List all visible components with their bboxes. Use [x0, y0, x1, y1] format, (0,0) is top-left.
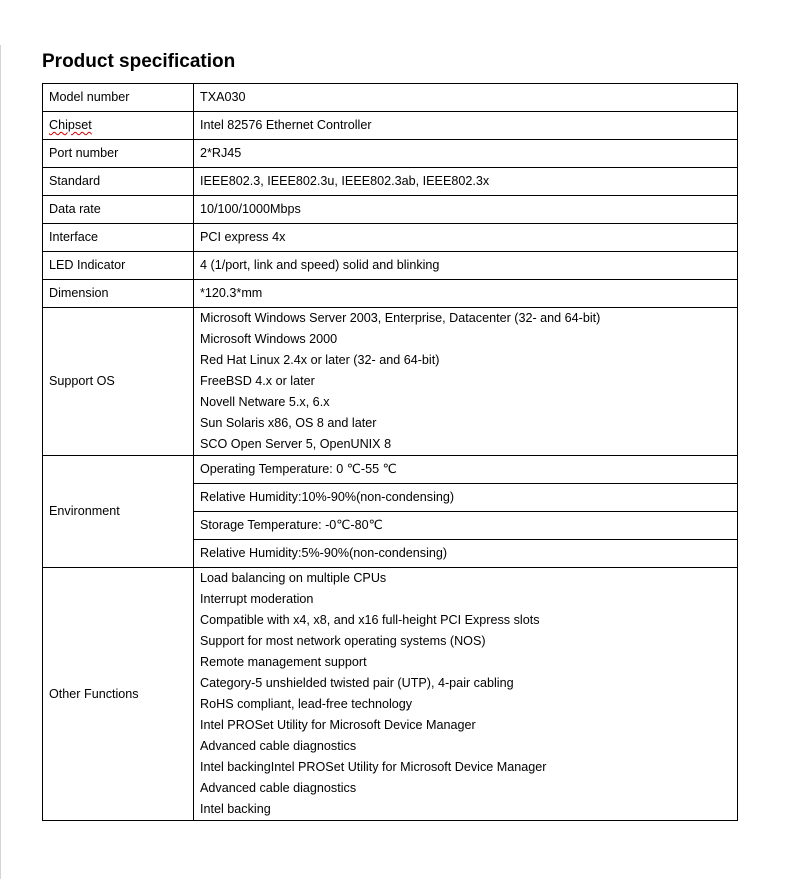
list-item: Red Hat Linux 2.4x or later (32- and 64-bit) [200, 353, 440, 367]
environment-item: Relative Humidity:10%-90%(non-condensing) [194, 484, 738, 512]
row-value: 4 (1/port, link and speed) solid and blinking [194, 252, 738, 280]
list-item: Microsoft Windows 2000 [200, 332, 338, 346]
list-item: Sun Solaris x86, OS 8 and later [200, 416, 377, 430]
spec-table [42, 83, 738, 821]
row-value: *120.3*mm [194, 280, 738, 308]
list-item: Intel backing [200, 802, 271, 816]
list-item: Support for most network operating systems (NOS) [200, 634, 486, 648]
row-value: PCI express 4x [194, 224, 738, 252]
row-label: Dimension [43, 280, 194, 308]
row-label: Port number [43, 140, 194, 168]
environment-item: Relative Humidity:5%-90%(non-condensing) [194, 540, 738, 568]
list-item: Microsoft Windows Server 2003, Enterprise, Datacenter (32- and 64-bit) [200, 311, 601, 325]
row-label [43, 112, 194, 140]
row-value: 2*RJ45 [194, 140, 738, 168]
spec-row-dimension [43, 280, 738, 308]
spec-row-port-number [43, 140, 738, 168]
spec-row-led-indicator [43, 252, 738, 280]
spec-row-model-number [43, 84, 738, 112]
list-item: Load balancing on multiple CPUs [200, 571, 387, 585]
list-item: RoHS compliant, lead-free technology [200, 697, 413, 711]
page-title: Product specification [42, 51, 236, 72]
row-value: 10/100/1000Mbps [194, 196, 738, 224]
spec-row-standard [43, 168, 738, 196]
list-item: Novell Netware 5.x, 6.x [200, 395, 330, 409]
row-value: TXA030 [194, 84, 738, 112]
list-item: SCO Open Server 5, OpenUNIX 8 [200, 437, 392, 451]
row-label: Model number [43, 84, 194, 112]
spec-row-interface [43, 224, 738, 252]
list-item: Interrupt moderation [200, 592, 314, 606]
row-label: Interface [43, 224, 194, 252]
spec-row-data-rate [43, 196, 738, 224]
spec-row-other-functions [43, 568, 738, 821]
spec-row-environment [43, 456, 738, 484]
row-label: LED Indicator [43, 252, 194, 280]
page-left-edge [0, 45, 1, 879]
list-item: FreeBSD 4.x or later [200, 374, 315, 388]
row-label: Other Functions [43, 568, 194, 821]
row-label: Environment [43, 456, 194, 568]
list-item: Category-5 unshielded twisted pair (UTP), 4-pair cabling [200, 676, 514, 690]
row-label: Data rate [43, 196, 194, 224]
spec-row-support-os [43, 308, 738, 456]
list-item: Compatible with x4, x8, and x16 full-height PCI Express slots [200, 613, 540, 627]
environment-item: Storage Temperature: -0℃-80℃ [194, 512, 738, 540]
environment-item: Operating Temperature: 0 ℃-55 ℃ [194, 456, 738, 484]
spec-row-chipset [43, 112, 738, 140]
list-item: Advanced cable diagnostics [200, 739, 357, 753]
row-label: Standard [43, 168, 194, 196]
list-item: Intel backingIntel PROSet Utility for Microsoft Device Manager [200, 760, 547, 774]
list-item: Intel PROSet Utility for Microsoft Device Manager [200, 718, 476, 732]
row-label: Support OS [43, 308, 194, 456]
row-label-text: Chipset [49, 118, 92, 132]
row-value: IEEE802.3, IEEE802.3u, IEEE802.3ab, IEEE802.3x [194, 168, 738, 196]
row-value: Intel 82576 Ethernet Controller [194, 112, 738, 140]
support-os-list [194, 308, 738, 456]
list-item: Remote management support [200, 655, 367, 669]
other-functions-list [194, 568, 738, 821]
list-item: Advanced cable diagnostics [200, 781, 357, 795]
